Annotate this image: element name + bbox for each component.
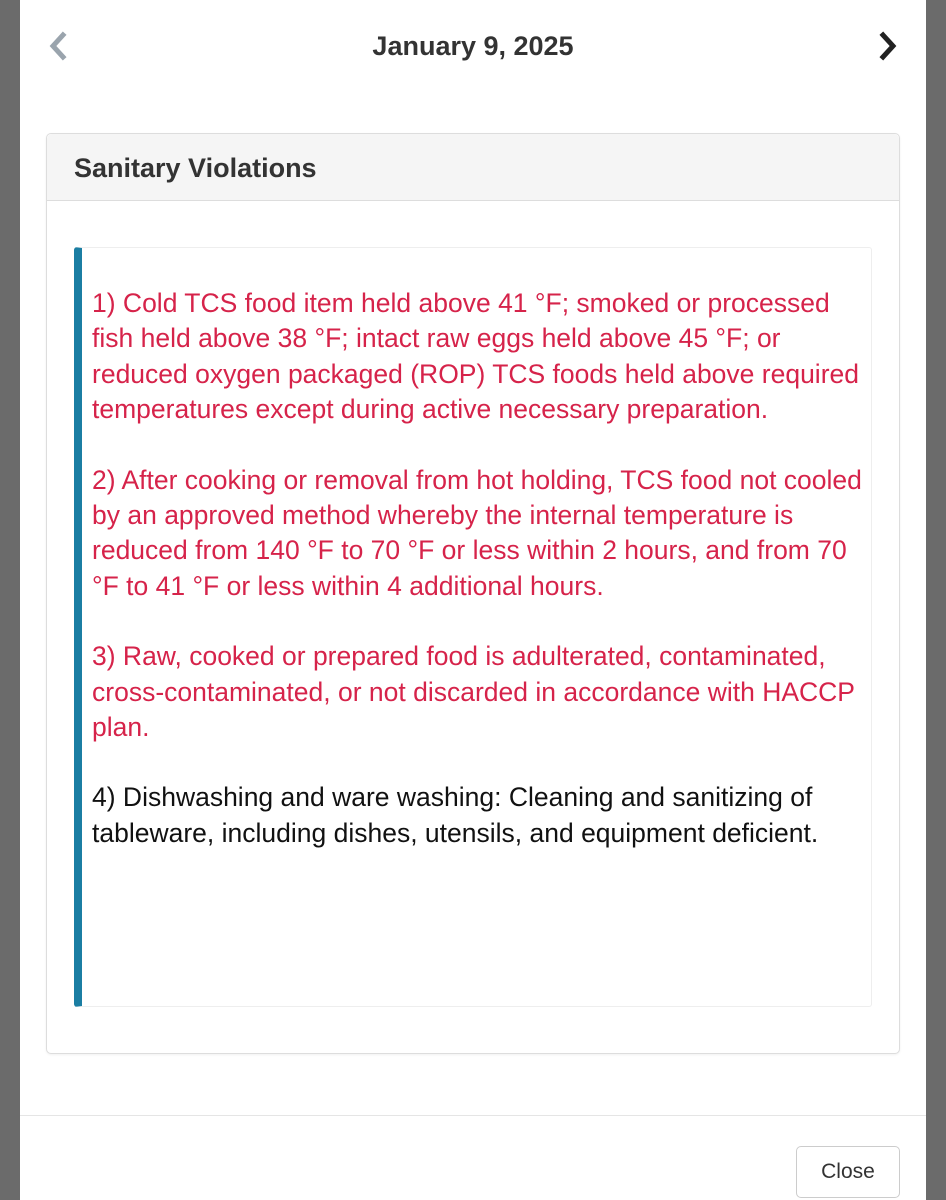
violation-item: 3) Raw, cooked or prepared food is adulterated, contaminated, cross-contaminated, or not discarded in accordance with HACCP plan. bbox=[92, 641, 855, 743]
modal-footer bbox=[20, 1115, 926, 1200]
next-date-button[interactable] bbox=[870, 28, 906, 64]
chevron-right-icon bbox=[877, 31, 899, 61]
violation-item: 1) Cold TCS food item held above 41 °F; smoked or processed fish held above 38 °F; intact raw eggs held above 45 °F; or reduced oxygen packaged (ROP) TCS foods held above required temperatures except during active necessary preparation. bbox=[92, 288, 859, 425]
violation-item: 4) Dishwashing and ware washing: Cleaning and sanitizing of tableware, including dishes, utensils, and equipment deficient. bbox=[92, 782, 819, 848]
panel-heading bbox=[47, 134, 899, 201]
violations-panel bbox=[46, 133, 900, 1054]
violations-list-box bbox=[74, 247, 872, 1007]
page-title: January 9, 2025 bbox=[372, 31, 574, 61]
panel-title: Sanitary Violations bbox=[74, 153, 317, 183]
inspection-modal bbox=[20, 0, 926, 1200]
close-button[interactable]: Close bbox=[796, 1146, 900, 1198]
violation-item: 2) After cooking or removal from hot holding, TCS food not cooled by an approved method whereby the internal temperature is reduced from 140 °F to 70 °F or less within 2 hours, and from 70 °F to 41 °F or less within 4 additional hours. bbox=[92, 464, 862, 601]
violations-list bbox=[92, 286, 872, 886]
modal-header bbox=[20, 0, 926, 92]
